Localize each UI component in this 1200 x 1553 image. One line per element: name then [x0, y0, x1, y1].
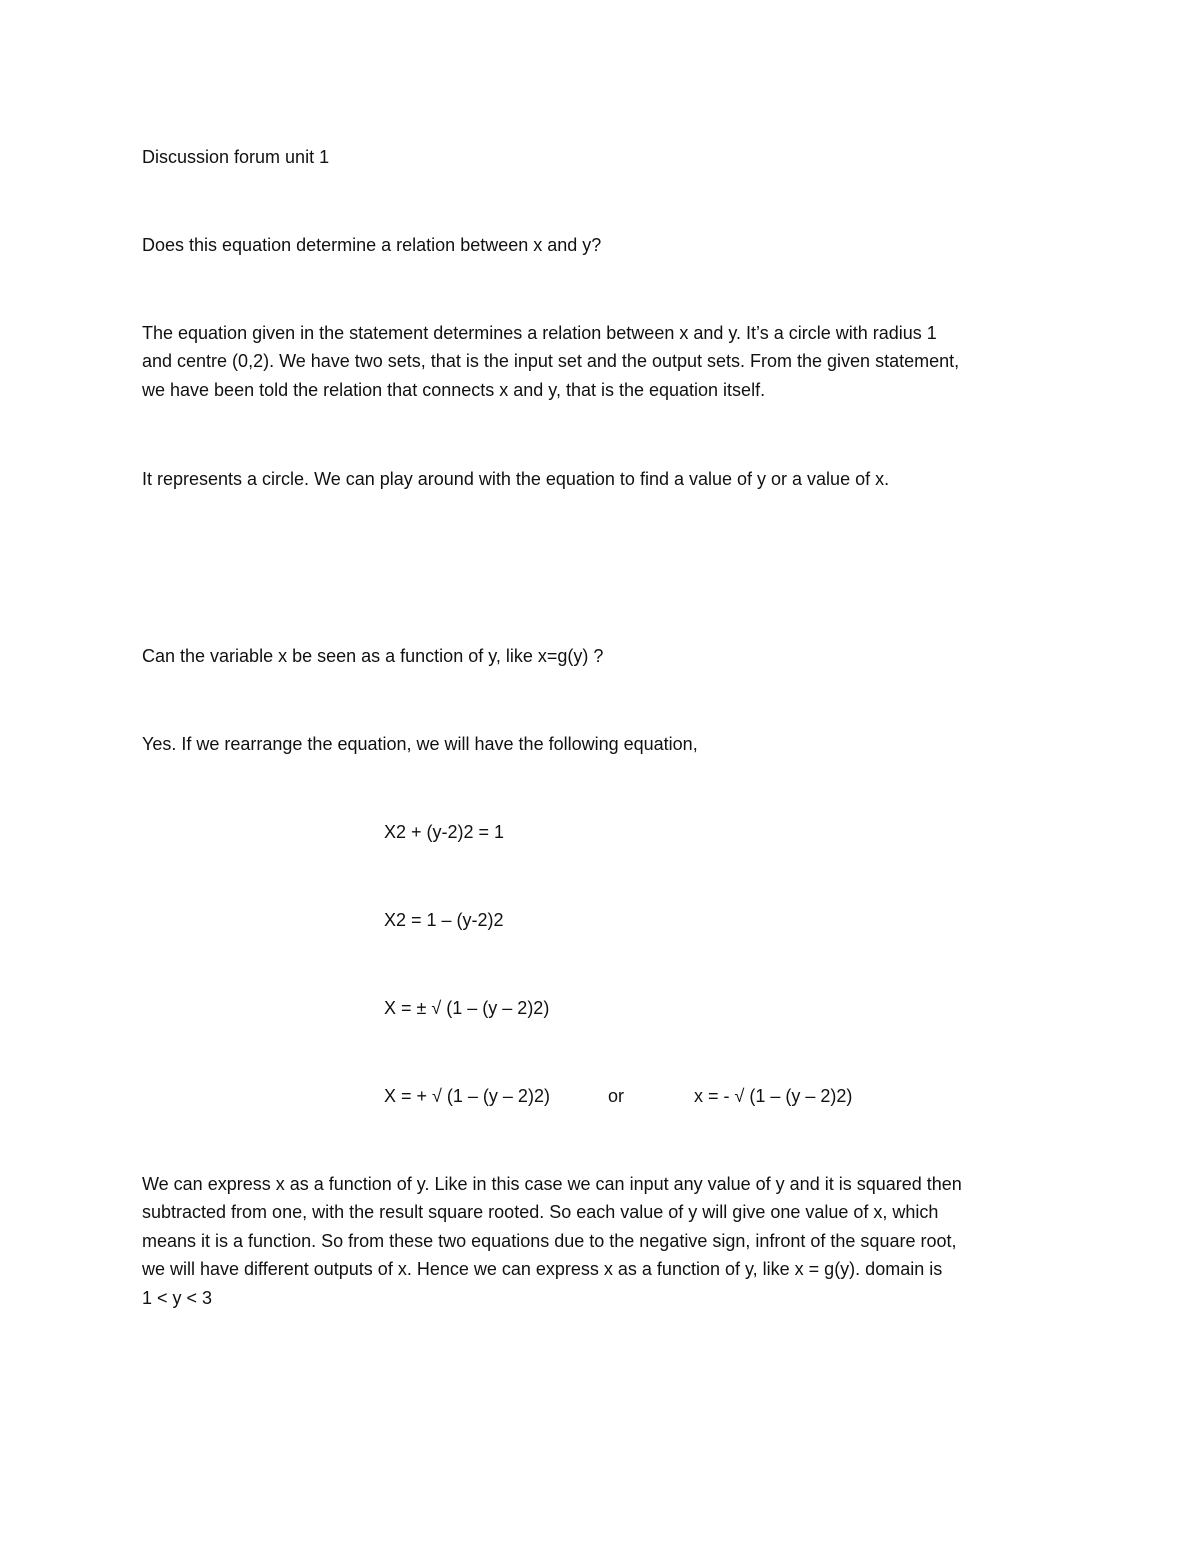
- question-relation: Does this equation determine a relation between x and y?: [142, 235, 602, 255]
- answer-intro: Yes. If we rearrange the equation, we will have the following equation,: [142, 734, 698, 754]
- equation-4-positive: X = + √ (1 – (y – 2)2): [384, 1086, 550, 1106]
- equation-4-negative: x = - √ (1 – (y – 2)2): [694, 1086, 853, 1106]
- document-title: Discussion forum unit 1: [142, 147, 330, 167]
- equation-4-or: or: [608, 1086, 625, 1106]
- equation-2: X2 = 1 – (y-2)2: [384, 910, 504, 930]
- answer-line-1: The equation given in the statement determines a relation between x and y. It’s a circle with radius 1: [142, 323, 937, 343]
- conclusion-line-1: We can express x as a function of y. Like in this case we can input any value of y and it is squared then: [142, 1174, 962, 1194]
- answer-circle: It represents a circle. We can play around with the equation to find a value of y or a value of x.: [142, 469, 890, 489]
- conclusion-line-2: subtracted from one, with the result square rooted. So each value of y will give one value of x, which: [142, 1202, 939, 1222]
- answer-line-3: we have been told the relation that connects x and y, that is the equation itself.: [142, 380, 766, 400]
- answer-line-2: and centre (0,2). We have two sets, that is the input set and the output sets. From the given statement,: [142, 351, 960, 371]
- conclusion-line-5: 1 < y < 3: [142, 1288, 213, 1308]
- conclusion-line-4: we will have different outputs of x. Hence we can express x as a function of y, like x = g(y). domain is: [142, 1259, 943, 1279]
- equation-3: X = ± √ (1 – (y – 2)2): [384, 998, 550, 1018]
- conclusion-line-3: means it is a function. So from these two equations due to the negative sign, infront of the square root,: [142, 1231, 957, 1251]
- question-function: Can the variable x be seen as a function of y, like x=g(y) ?: [142, 646, 604, 666]
- equation-1: X2 + (y-2)2 = 1: [384, 822, 505, 842]
